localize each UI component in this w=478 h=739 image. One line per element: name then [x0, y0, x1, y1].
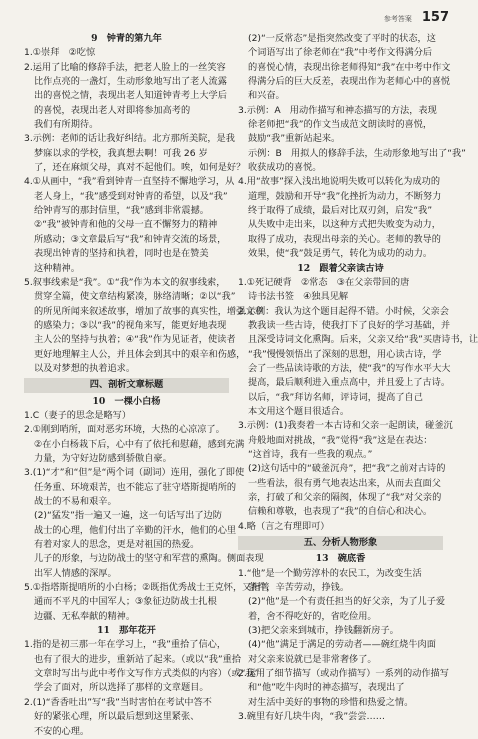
answer-line-continued: ②在小白杨栽下后，心中有了依托和慰藉，感到充满: [34, 438, 245, 450]
answer-line-continued: 不安的心理。: [34, 725, 90, 737]
answer-line-continued: 了，还在麻烦父母，真对不起他们。唉，如何是好？: [34, 162, 246, 174]
page-number: 157: [421, 10, 449, 25]
answer-line-continued: 比作点亮的一盏灯，生动形象地写出了老人流露: [34, 76, 227, 88]
answer-line-continued: 和“他”吃牛肉时的神态描写，表现出了: [248, 682, 405, 694]
answer-line: 2.运用了细节描写（或动作描写）一系列的动作描写: [238, 668, 449, 680]
answer-line: 4.略（言之有理即可）: [238, 520, 330, 532]
right-column: [238, 32, 478, 725]
answer-line-continued: 对父亲来说就已是非常奢侈了。: [248, 653, 377, 665]
answer-line-continued: 道理，鼓励和开导“我”化挫折为动力，不断努力: [248, 190, 442, 202]
answer-line: 2.①刚到哨所，面对恶劣环境，大热的心凉凉了。: [24, 424, 225, 436]
answer-line: 2.(1)“香香吐出”写“我”当时害怕在考试中答不: [24, 696, 212, 708]
page-header: [384, 10, 449, 25]
answer-line-continued: 教我读一些古诗，使我打下了良好的学习基础，并: [248, 319, 451, 331]
answer-line-continued: 亲，打破了和父亲的隔阂，体现了“我”对父亲的: [248, 492, 442, 503]
answer-line: 5.叙事线索是“我”。①“我”作为本文的叙事线索，: [24, 276, 226, 288]
answer-line-continued: 所感动；③文章最后写“我”和钟青交流的场景，: [34, 233, 227, 245]
answer-line: 4.①从画中，“我”看到钟青一直坚持不懈地学习，从: [24, 176, 235, 188]
answer-line-continued: 收获成功的喜悦。: [248, 162, 322, 174]
answer-line-continued: 给钟青写的那封信里，“我”感到非常震撼。: [34, 205, 209, 217]
answer-line-continued: 着，舍不得吃好的，省吃俭用。: [248, 610, 377, 622]
answer-line-continued: 任务重、环境艰苦，也不能忘了驻守塔斯提哨所的: [34, 481, 237, 493]
answer-line-continued: 得满分后的巨大反差，表现出作为老师心中的喜悦: [248, 76, 451, 88]
answer-line-continued: 示例：B 用拟人的修辞手法，生动形象地写出了“我”: [248, 147, 466, 159]
answer-line-continued: 通而不平凡的中国军人；③象征边防战士扎根: [34, 596, 217, 608]
answer-line-continued: 儿子的形象，与边防战士的坚守和军营的熏陶。侧面表现: [34, 553, 264, 565]
answer-line-continued: (2)“猛发”指一遍又一遍，这一句话写出了边防: [34, 510, 222, 522]
answer-line-continued: 边疆、无私奉献的精神。: [34, 610, 136, 622]
answer-line-continued: 出军人情感的深厚。: [34, 567, 117, 579]
header-label: 参考答案: [383, 15, 412, 23]
answer-line-continued: 会了一些品读诗歌的方法，使“我”的写作水平大大: [248, 362, 451, 374]
answer-line-continued: 梦寐以求的学校，我真想去啊！可我 26 岁: [34, 147, 208, 159]
answer-line-continued: ②“我”被钟青和他的父母一直不懈努力的精神: [34, 219, 218, 231]
answer-line-continued: “我”慢慢领悟出了深刻的思想，用心读古诗，学: [248, 348, 442, 360]
answer-line-continued: 鼓励“我”重新站起来。: [248, 133, 341, 145]
answer-line-continued: 以及对梦想的执着追求。: [34, 362, 136, 374]
answer-line-continued: (2)这句话中的“破釜沉舟”，把“我”之前对古诗的: [248, 463, 446, 475]
unit-heading: 四、剖析文章标题: [24, 378, 229, 392]
answer-line-continued: 的喜悦，表现出老人对即将参加高考的: [34, 104, 191, 116]
answer-line: 1.①崇拜 ②吃惊: [24, 47, 96, 59]
answer-line-continued: 的喜悦心情，表现出徐老师得知“我”在中考中作文: [248, 61, 451, 73]
answer-line-continued: 个词语写出了徐老师在“我”中考作文得满分后: [248, 47, 433, 59]
answer-line-continued: 战士的不易和艰辛。: [34, 496, 117, 507]
answer-line: 2.运用了比喻的修辞手法，把老人脸上的一丝笑容: [24, 61, 226, 73]
answer-line: 5.①指塔斯提哨所的小白杨；②既指优秀战士王克怀，又指普: [24, 582, 270, 594]
answer-line-continued: 战士的心理，他们付出了辛勤的汗水，他们的心里: [34, 524, 237, 536]
answer-line-continued: 好的紧张心理，所以最后想到这里紧张、: [34, 711, 200, 723]
answer-line-continued: 本文用这个题目很适合。: [248, 405, 350, 417]
answer-line-continued: 主人公的坚持与执着；④“我”作为见证者，使读者: [34, 334, 236, 346]
answer-line-continued: 和兴奋。: [248, 90, 285, 102]
answer-line: 2.示例：我认为这个题目起得不错。小时候，父亲会: [238, 305, 449, 317]
answer-line-continued: 出的喜悦之情，表现出老人知道钟青考上大学后: [34, 90, 227, 102]
section-title: 9 钟青的第九年: [91, 33, 162, 44]
answer-line: 3.示例：(1)我奏着一本古诗和父亲一起朗读，碰釜沉: [238, 420, 453, 432]
answer-line-continued: 取得了成功，表现出母亲的关心。老师的教导的: [248, 233, 441, 245]
answer-line: 1.指的是初三那一年在学习上，“我”重拾了信心，: [24, 639, 227, 651]
answer-line-continued: (3)把父亲来到城市，挣钱翻新房子。: [248, 625, 399, 637]
answer-line-continued: 贯穿全篇，使文章结构紧凑，脉络清晰；②以“我”: [34, 291, 236, 303]
answer-line-continued: 徐老师把“我”的作文当成范文朗读时的喜悦，: [248, 119, 433, 131]
answer-line-continued: 这种精神。: [34, 262, 80, 274]
section-title: 13 碗底香: [315, 553, 366, 565]
answer-line-continued: 也有了很大的进步，重新站了起来。（或以“我”重拾: [34, 653, 242, 665]
answer-line-continued: 舟般地面对挑战，“我”觉得“我”这是在表达：: [248, 434, 433, 446]
unit-heading: 五、分析人物形象: [238, 536, 443, 550]
answer-line-continued: 学会了面对，所以选择了那样的文章题目。: [34, 682, 209, 694]
answer-line-continued: 对生活中美好的事物的珍惜和热爱之情。: [248, 696, 414, 708]
answer-line: 3.示例：A 用动作描写和神态描写的方法，表现: [238, 104, 437, 116]
answer-line-continued: (2)“他”是一个有责任担当的好父亲，为了儿子爱: [248, 596, 446, 608]
answer-line: 3.示例：老师的话让我好纠结。北方那所美院，是我: [24, 133, 235, 145]
answer-line: 4.用“故事”探入浅出地说明失败可以转化为成功的: [238, 176, 441, 188]
answer-line-continued: 诗书法书签 ④独具见解: [248, 291, 349, 303]
answer-line-continued: (2)“一反常态”是指突然改变了平时的状态，这: [248, 33, 436, 44]
answer-line-continued: 文章时写出与此中考作文写作方式类似的内容）（或“我”: [34, 668, 260, 680]
answer-line-continued: 的感染力；③以“我”的视角来写，能更好地表现: [34, 319, 227, 331]
answer-line: 1.“他”是一个勤劳淳朴的农民工，为改变生活: [238, 567, 422, 579]
answer-line-continued: 信赖和尊敬，也表现了“我”的自信心和决心。: [248, 506, 433, 518]
answer-line: 3.碗里有好几块牛肉，“我”尝尝……: [238, 711, 385, 723]
answer-line: 3.(1)“才”和“但”是“两个词（副词）连用，强化了即使: [24, 467, 245, 479]
answer-line-continued: 表现出钟青的坚持和执着，同时也是在赞美: [34, 248, 209, 260]
section-title: 11 那年花开: [97, 625, 156, 637]
answer-line-continued: 条件，辛苦劳动，挣钱。: [248, 582, 350, 594]
section-title: 12 跟着父亲读古诗: [297, 262, 384, 274]
answer-line-continued: 力量，为守好边防感到骄傲自豪。: [34, 452, 172, 464]
answer-line-continued: 终于取得了成绩，最后对比双刃剑，启发“我”: [248, 205, 433, 217]
answer-line-continued: 有着对家人的思念，更是对祖国的热爱。: [34, 539, 200, 551]
section-title: 10 一棵小白杨: [92, 395, 161, 407]
answer-line-continued: (4)“他”满足于满足的劳动者——碗红烧牛肉面: [248, 639, 436, 651]
answer-line-continued: 以后，“我”拜访名师，评诗词，提高了自己: [248, 391, 423, 403]
answer-line-continued: 我们有所期待。: [34, 119, 99, 131]
answer-line-continued: 的所见所闻来叙述故事，增加了故事的真实性，增强文章: [34, 305, 264, 317]
answer-line-continued: 更好地理解主人公，并且体会到其中的艰辛和伤感，: [34, 348, 246, 360]
answer-line: 1.C（妻子的思念是略写）: [24, 409, 132, 421]
answer-line-continued: 老人身上，“我”感受到对钟青的希望，以及“我”: [34, 190, 228, 202]
answer-line-continued: 一些看法，很有勇气地表达出来，从而去直面父: [248, 477, 441, 489]
answer-line-continued: “这首诗，我有一些我的观点。”: [248, 448, 373, 460]
answer-line-continued: 效果，使“我”鼓足勇气，转化为成功的动力。: [248, 248, 433, 260]
answer-line-continued: 且深受诗词文化熏陶。后来，父亲又给“我”买唐诗书，让: [248, 334, 478, 346]
answer-line: 1.①死记硬背 ②常态 ③在父亲带回的唐: [238, 276, 410, 288]
answer-line-continued: 从失败中走出来，以这种方式把失败变为动力，: [248, 219, 441, 231]
answer-line-continued: 提高，最后顺利进入重点高中，并且爱上了古诗。: [248, 377, 451, 389]
